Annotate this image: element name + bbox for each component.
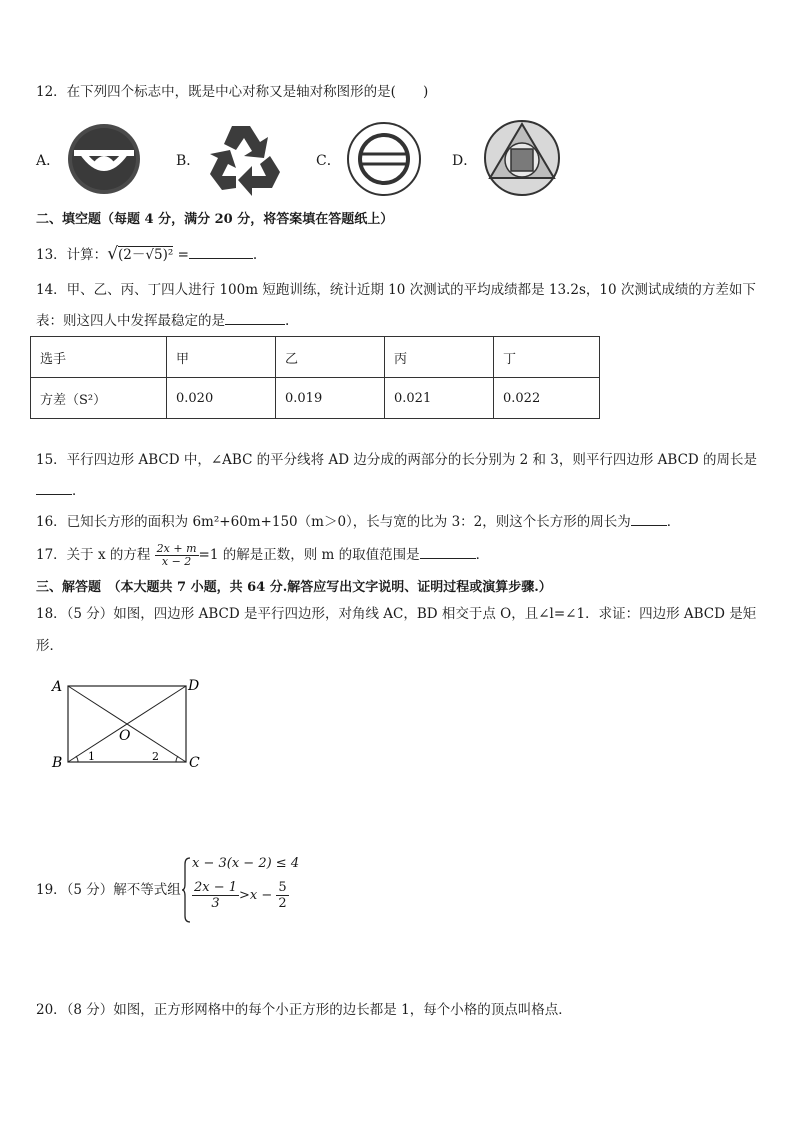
q17-fraction: $\frac{2x + m}{x - 2}$ bbox=[156, 542, 197, 568]
question-12-text: 12．在下列四个标志中，既是中心对称又是轴对称图形的是( ) bbox=[36, 84, 429, 100]
q16-answer-blank[interactable] bbox=[631, 511, 667, 526]
table-header-cell: 甲 bbox=[167, 337, 276, 378]
table-header-cell: 乙 bbox=[276, 337, 385, 378]
system-brace bbox=[182, 856, 192, 924]
inequality-2: $\frac{2x - 1}{3}$ >x − $\frac{5}{2}$ bbox=[194, 880, 287, 911]
sqrt-sign: √ bbox=[107, 244, 119, 264]
option-b-label: B． bbox=[176, 153, 201, 169]
question-15-line2: ． bbox=[36, 480, 86, 501]
rectangle-abcd-figure bbox=[46, 674, 216, 774]
q13-radicand: (2－√5)² bbox=[118, 247, 174, 263]
question-17: 17．关于 x 的方程 $\frac{2x + m}{x - 2}$ =1 的解是正数，则 m 的取值范围是 ． bbox=[36, 542, 490, 568]
option-c-logo bbox=[344, 120, 424, 198]
section-2-heading: 二、填空题（每题 4 分，满分 20 分，将答案填在答题纸上） bbox=[36, 212, 394, 227]
question-16: 16．已知长方形的面积为 6m²+60m+150（m＞0），长与宽的比为 3：2，则这个长方形的周长为 ． bbox=[36, 511, 680, 532]
table-row-label: 方差（S²） bbox=[31, 378, 167, 419]
question-14-line1: 14．甲、乙、丙、丁四人进行 100m 短跑训练，统计近期 10 次测试的平均成绩都是 13.2s，10 次测试成绩的方差如下 bbox=[36, 282, 756, 298]
option-a-label: A． bbox=[36, 153, 61, 169]
vertex-d-label: D bbox=[188, 678, 200, 694]
option-b-recycle-logo bbox=[204, 116, 288, 196]
vertex-a-label: A bbox=[52, 679, 63, 695]
q13-equals: = bbox=[177, 247, 189, 263]
table-cell: 0.019 bbox=[276, 378, 385, 419]
option-d-label: D． bbox=[452, 153, 478, 169]
table-header-cell: 丁 bbox=[494, 337, 600, 378]
angle-2-label: 2 bbox=[152, 750, 159, 763]
angle-1-label: 1 bbox=[88, 750, 95, 763]
table-row bbox=[31, 378, 600, 419]
inequality-system bbox=[180, 856, 300, 926]
question-13: 13．计算：√(2－√5)² = . bbox=[36, 244, 258, 264]
variance-table bbox=[30, 336, 600, 419]
option-a-logo bbox=[66, 122, 142, 196]
question-20: 20．（8 分）如图，正方形网格中的每个小正方形的边长都是 1，每个小格的顶点叫格点． bbox=[36, 1002, 572, 1018]
q13-answer-blank[interactable] bbox=[189, 244, 253, 259]
table-header-cell: 丙 bbox=[385, 337, 494, 378]
table-header-row bbox=[31, 337, 600, 378]
table-cell: 0.022 bbox=[494, 378, 600, 419]
q13-prefix: 13．计算： bbox=[36, 247, 108, 263]
question-19-prefix: 19．（5 分）解不等式组 bbox=[36, 882, 181, 898]
section-3-heading: 三、解答题 （本大题共 7 小题，共 64 分.解答应写出文字说明、证明过程或演算步骤.） bbox=[36, 580, 552, 595]
vertex-b-label: B bbox=[52, 755, 63, 771]
question-14-line2: 表：则这四人中发挥最稳定的是 . bbox=[36, 310, 289, 331]
option-d-logo bbox=[482, 118, 562, 198]
vertex-c-label: C bbox=[189, 755, 200, 771]
table-cell: 0.021 bbox=[385, 378, 494, 419]
q15-answer-blank[interactable] bbox=[36, 480, 72, 495]
table-cell: 0.020 bbox=[167, 378, 276, 419]
inequality-1: x − 3(x − 2) ≤ 4 bbox=[192, 856, 300, 871]
angle-1-arc bbox=[76, 756, 78, 762]
angle-2-arc bbox=[176, 756, 178, 762]
question-18-line1: 18．（5 分）如图，四边形 ABCD 是平行四边形，对角线 AC，BD 相交于点 O，且∠l=∠1．求证：四边形 ABCD 是矩 bbox=[36, 606, 757, 622]
question-18-line2: 形． bbox=[36, 638, 63, 654]
table-header-cell: 选手 bbox=[31, 337, 167, 378]
point-o-label: O bbox=[119, 728, 131, 744]
q14-answer-blank[interactable] bbox=[225, 310, 285, 325]
q17-answer-blank[interactable] bbox=[420, 544, 476, 559]
question-15-line1: 15．平行四边形 ABCD 中，∠ABC 的平分线将 AD 边分成的两部分的长分别为 2 和 3，则平行四边形 ABCD 的周长是 bbox=[36, 452, 758, 468]
option-c-label: C． bbox=[316, 153, 341, 169]
